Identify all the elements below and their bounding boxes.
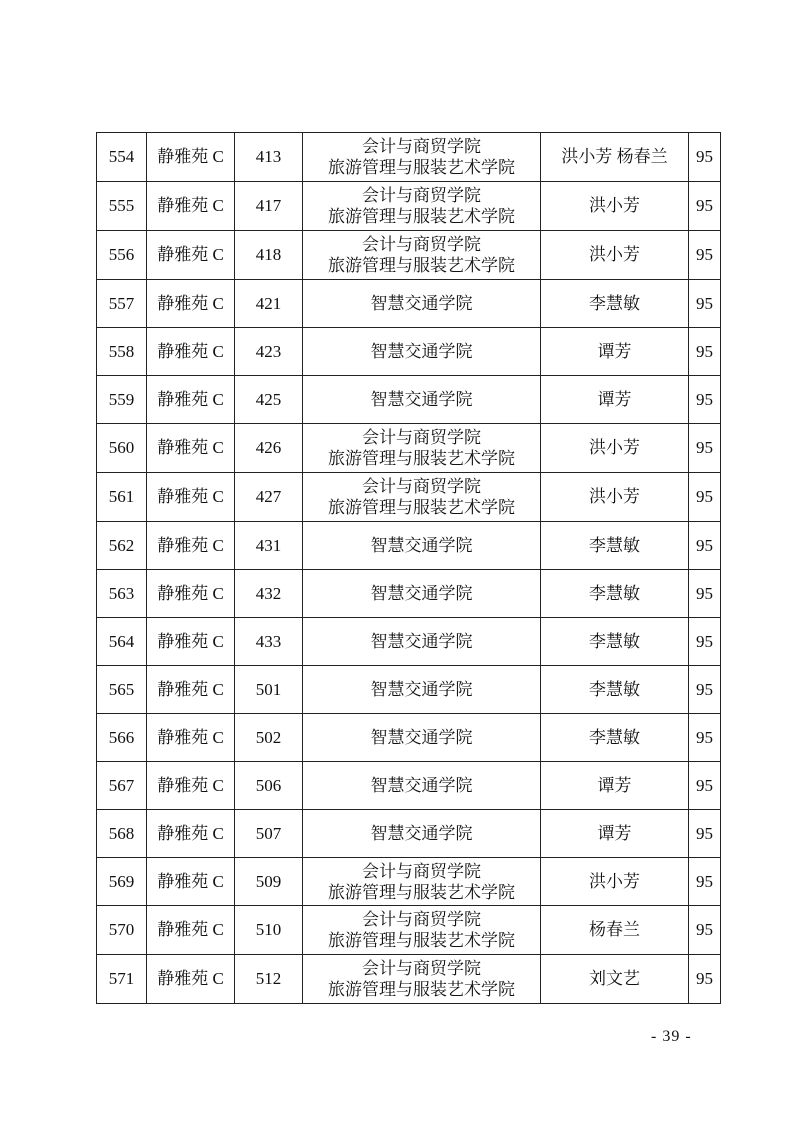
staff-cell: 刘文艺 (541, 955, 689, 1004)
staff-cell: 洪小芳 杨春兰 (541, 133, 689, 182)
college-line: 智慧交通学院 (370, 342, 473, 361)
row-number-cell: 559 (97, 376, 147, 424)
row-number-cell: 567 (97, 762, 147, 810)
table-row (97, 762, 721, 810)
building-cell: 静雅苑 C (147, 570, 235, 618)
staff-cell: 谭芳 (541, 810, 689, 858)
college-cell (303, 714, 541, 762)
building-cell: 静雅苑 C (147, 328, 235, 376)
college-cell (303, 666, 541, 714)
dormitory-score-table (96, 132, 721, 1004)
row-number-cell: 565 (97, 666, 147, 714)
table-row (97, 328, 721, 376)
staff-cell: 洪小芳 (541, 231, 689, 280)
building-cell: 静雅苑 C (147, 231, 235, 280)
college-cell (303, 424, 541, 473)
table-row (97, 570, 721, 618)
room-cell: 423 (235, 328, 303, 376)
college-cell (303, 376, 541, 424)
staff-cell: 谭芳 (541, 762, 689, 810)
score-cell: 95 (689, 955, 721, 1004)
row-number-cell: 564 (97, 618, 147, 666)
staff-cell: 李慧敏 (541, 714, 689, 762)
room-cell: 431 (235, 522, 303, 570)
row-number-cell: 556 (97, 231, 147, 280)
college-line: 会计与商贸学院 (362, 861, 481, 881)
row-number-cell: 570 (97, 906, 147, 955)
room-cell: 417 (235, 182, 303, 231)
building-cell: 静雅苑 C (147, 666, 235, 714)
row-number-cell: 558 (97, 328, 147, 376)
college-line: 旅游管理与服装艺术学院 (328, 498, 515, 517)
building-cell: 静雅苑 C (147, 955, 235, 1004)
college-cell (303, 133, 541, 182)
building-cell: 静雅苑 C (147, 133, 235, 182)
room-cell: 425 (235, 376, 303, 424)
score-cell: 95 (689, 133, 721, 182)
table-body (97, 133, 721, 1004)
college-line: 会计与商贸学院 (362, 477, 481, 496)
college-line: 智慧交通学院 (370, 680, 473, 699)
building-cell: 静雅苑 C (147, 810, 235, 858)
room-cell: 502 (235, 714, 303, 762)
building-cell: 静雅苑 C (147, 858, 235, 906)
score-cell: 95 (689, 858, 721, 906)
table-row (97, 182, 721, 231)
page-number: - 39 - (651, 1028, 692, 1045)
college-line: 会计与商贸学院 (362, 186, 481, 205)
college-line: 智慧交通学院 (370, 824, 473, 843)
staff-cell: 杨春兰 (541, 906, 689, 955)
staff-cell: 李慧敏 (541, 522, 689, 570)
row-number-cell: 555 (97, 182, 147, 231)
staff-cell: 洪小芳 (541, 473, 689, 522)
college-cell (303, 473, 541, 522)
room-cell: 501 (235, 666, 303, 714)
room-cell: 421 (235, 280, 303, 328)
table-row (97, 666, 721, 714)
score-cell: 95 (689, 762, 721, 810)
table-row (97, 955, 721, 1004)
building-cell: 静雅苑 C (147, 473, 235, 522)
room-cell: 509 (235, 858, 303, 906)
building-cell: 静雅苑 C (147, 714, 235, 762)
college-line: 会计与商贸学院 (362, 428, 481, 447)
college-line: 旅游管理与服装艺术学院 (328, 449, 515, 468)
room-cell: 433 (235, 618, 303, 666)
building-cell: 静雅苑 C (147, 906, 235, 955)
college-cell (303, 522, 541, 570)
college-line: 旅游管理与服装艺术学院 (328, 931, 515, 950)
college-line: 会计与商贸学院 (362, 137, 481, 156)
score-cell: 95 (689, 906, 721, 955)
room-cell: 507 (235, 810, 303, 858)
college-line: 智慧交通学院 (370, 536, 473, 555)
staff-cell: 李慧敏 (541, 570, 689, 618)
college-line: 智慧交通学院 (370, 632, 473, 651)
staff-cell: 李慧敏 (541, 666, 689, 714)
room-cell: 432 (235, 570, 303, 618)
table-row (97, 133, 721, 182)
row-number-cell: 563 (97, 570, 147, 618)
table-row (97, 376, 721, 424)
row-number-cell: 566 (97, 714, 147, 762)
staff-cell: 谭芳 (541, 328, 689, 376)
staff-cell: 谭芳 (541, 376, 689, 424)
college-cell (303, 762, 541, 810)
building-cell: 静雅苑 C (147, 762, 235, 810)
college-line: 智慧交通学院 (370, 390, 473, 409)
college-line: 会计与商贸学院 (362, 959, 481, 978)
table-row (97, 522, 721, 570)
building-cell: 静雅苑 C (147, 522, 235, 570)
table-row (97, 280, 721, 328)
building-cell: 静雅苑 C (147, 376, 235, 424)
room-cell: 512 (235, 955, 303, 1004)
college-line: 旅游管理与服装艺术学院 (328, 980, 515, 999)
row-number-cell: 571 (97, 955, 147, 1004)
row-number-cell: 561 (97, 473, 147, 522)
table-row (97, 858, 721, 906)
table-row (97, 473, 721, 522)
row-number-cell: 562 (97, 522, 147, 570)
college-cell (303, 182, 541, 231)
row-number-cell: 569 (97, 858, 147, 906)
college-line: 旅游管理与服装艺术学院 (328, 256, 515, 275)
college-line: 智慧交通学院 (370, 728, 473, 747)
row-number-cell: 560 (97, 424, 147, 473)
score-cell: 95 (689, 570, 721, 618)
college-line: 旅游管理与服装艺术学院 (328, 207, 515, 226)
room-cell: 413 (235, 133, 303, 182)
score-cell: 95 (689, 522, 721, 570)
college-line: 旅游管理与服装艺术学院 (328, 882, 515, 902)
staff-cell: 李慧敏 (541, 618, 689, 666)
room-cell: 506 (235, 762, 303, 810)
table-row (97, 714, 721, 762)
room-cell: 426 (235, 424, 303, 473)
college-line: 会计与商贸学院 (362, 910, 481, 929)
room-cell: 427 (235, 473, 303, 522)
college-cell (303, 955, 541, 1004)
building-cell: 静雅苑 C (147, 424, 235, 473)
building-cell: 静雅苑 C (147, 618, 235, 666)
room-cell: 510 (235, 906, 303, 955)
college-line: 智慧交通学院 (370, 776, 473, 795)
college-line: 旅游管理与服装艺术学院 (328, 158, 515, 177)
score-cell: 95 (689, 328, 721, 376)
college-line: 会计与商贸学院 (362, 235, 481, 254)
college-cell (303, 570, 541, 618)
college-line: 智慧交通学院 (370, 584, 473, 603)
score-cell: 95 (689, 376, 721, 424)
college-cell (303, 231, 541, 280)
score-cell: 95 (689, 714, 721, 762)
college-cell (303, 810, 541, 858)
staff-cell: 李慧敏 (541, 280, 689, 328)
score-cell: 95 (689, 473, 721, 522)
staff-cell: 洪小芳 (541, 424, 689, 473)
score-cell: 95 (689, 231, 721, 280)
building-cell: 静雅苑 C (147, 280, 235, 328)
score-cell: 95 (689, 666, 721, 714)
table-row (97, 906, 721, 955)
college-cell (303, 858, 541, 906)
college-cell (303, 328, 541, 376)
staff-cell: 洪小芳 (541, 858, 689, 906)
table-row (97, 618, 721, 666)
score-cell: 95 (689, 182, 721, 231)
college-line: 智慧交通学院 (370, 294, 473, 313)
room-cell: 418 (235, 231, 303, 280)
score-cell: 95 (689, 810, 721, 858)
college-cell (303, 906, 541, 955)
college-cell (303, 280, 541, 328)
staff-cell: 洪小芳 (541, 182, 689, 231)
row-number-cell: 557 (97, 280, 147, 328)
row-number-cell: 568 (97, 810, 147, 858)
score-cell: 95 (689, 618, 721, 666)
college-cell (303, 618, 541, 666)
row-number-cell: 554 (97, 133, 147, 182)
building-cell: 静雅苑 C (147, 182, 235, 231)
table-row (97, 231, 721, 280)
table-row (97, 424, 721, 473)
score-cell: 95 (689, 280, 721, 328)
score-cell: 95 (689, 424, 721, 473)
table-row (97, 810, 721, 858)
